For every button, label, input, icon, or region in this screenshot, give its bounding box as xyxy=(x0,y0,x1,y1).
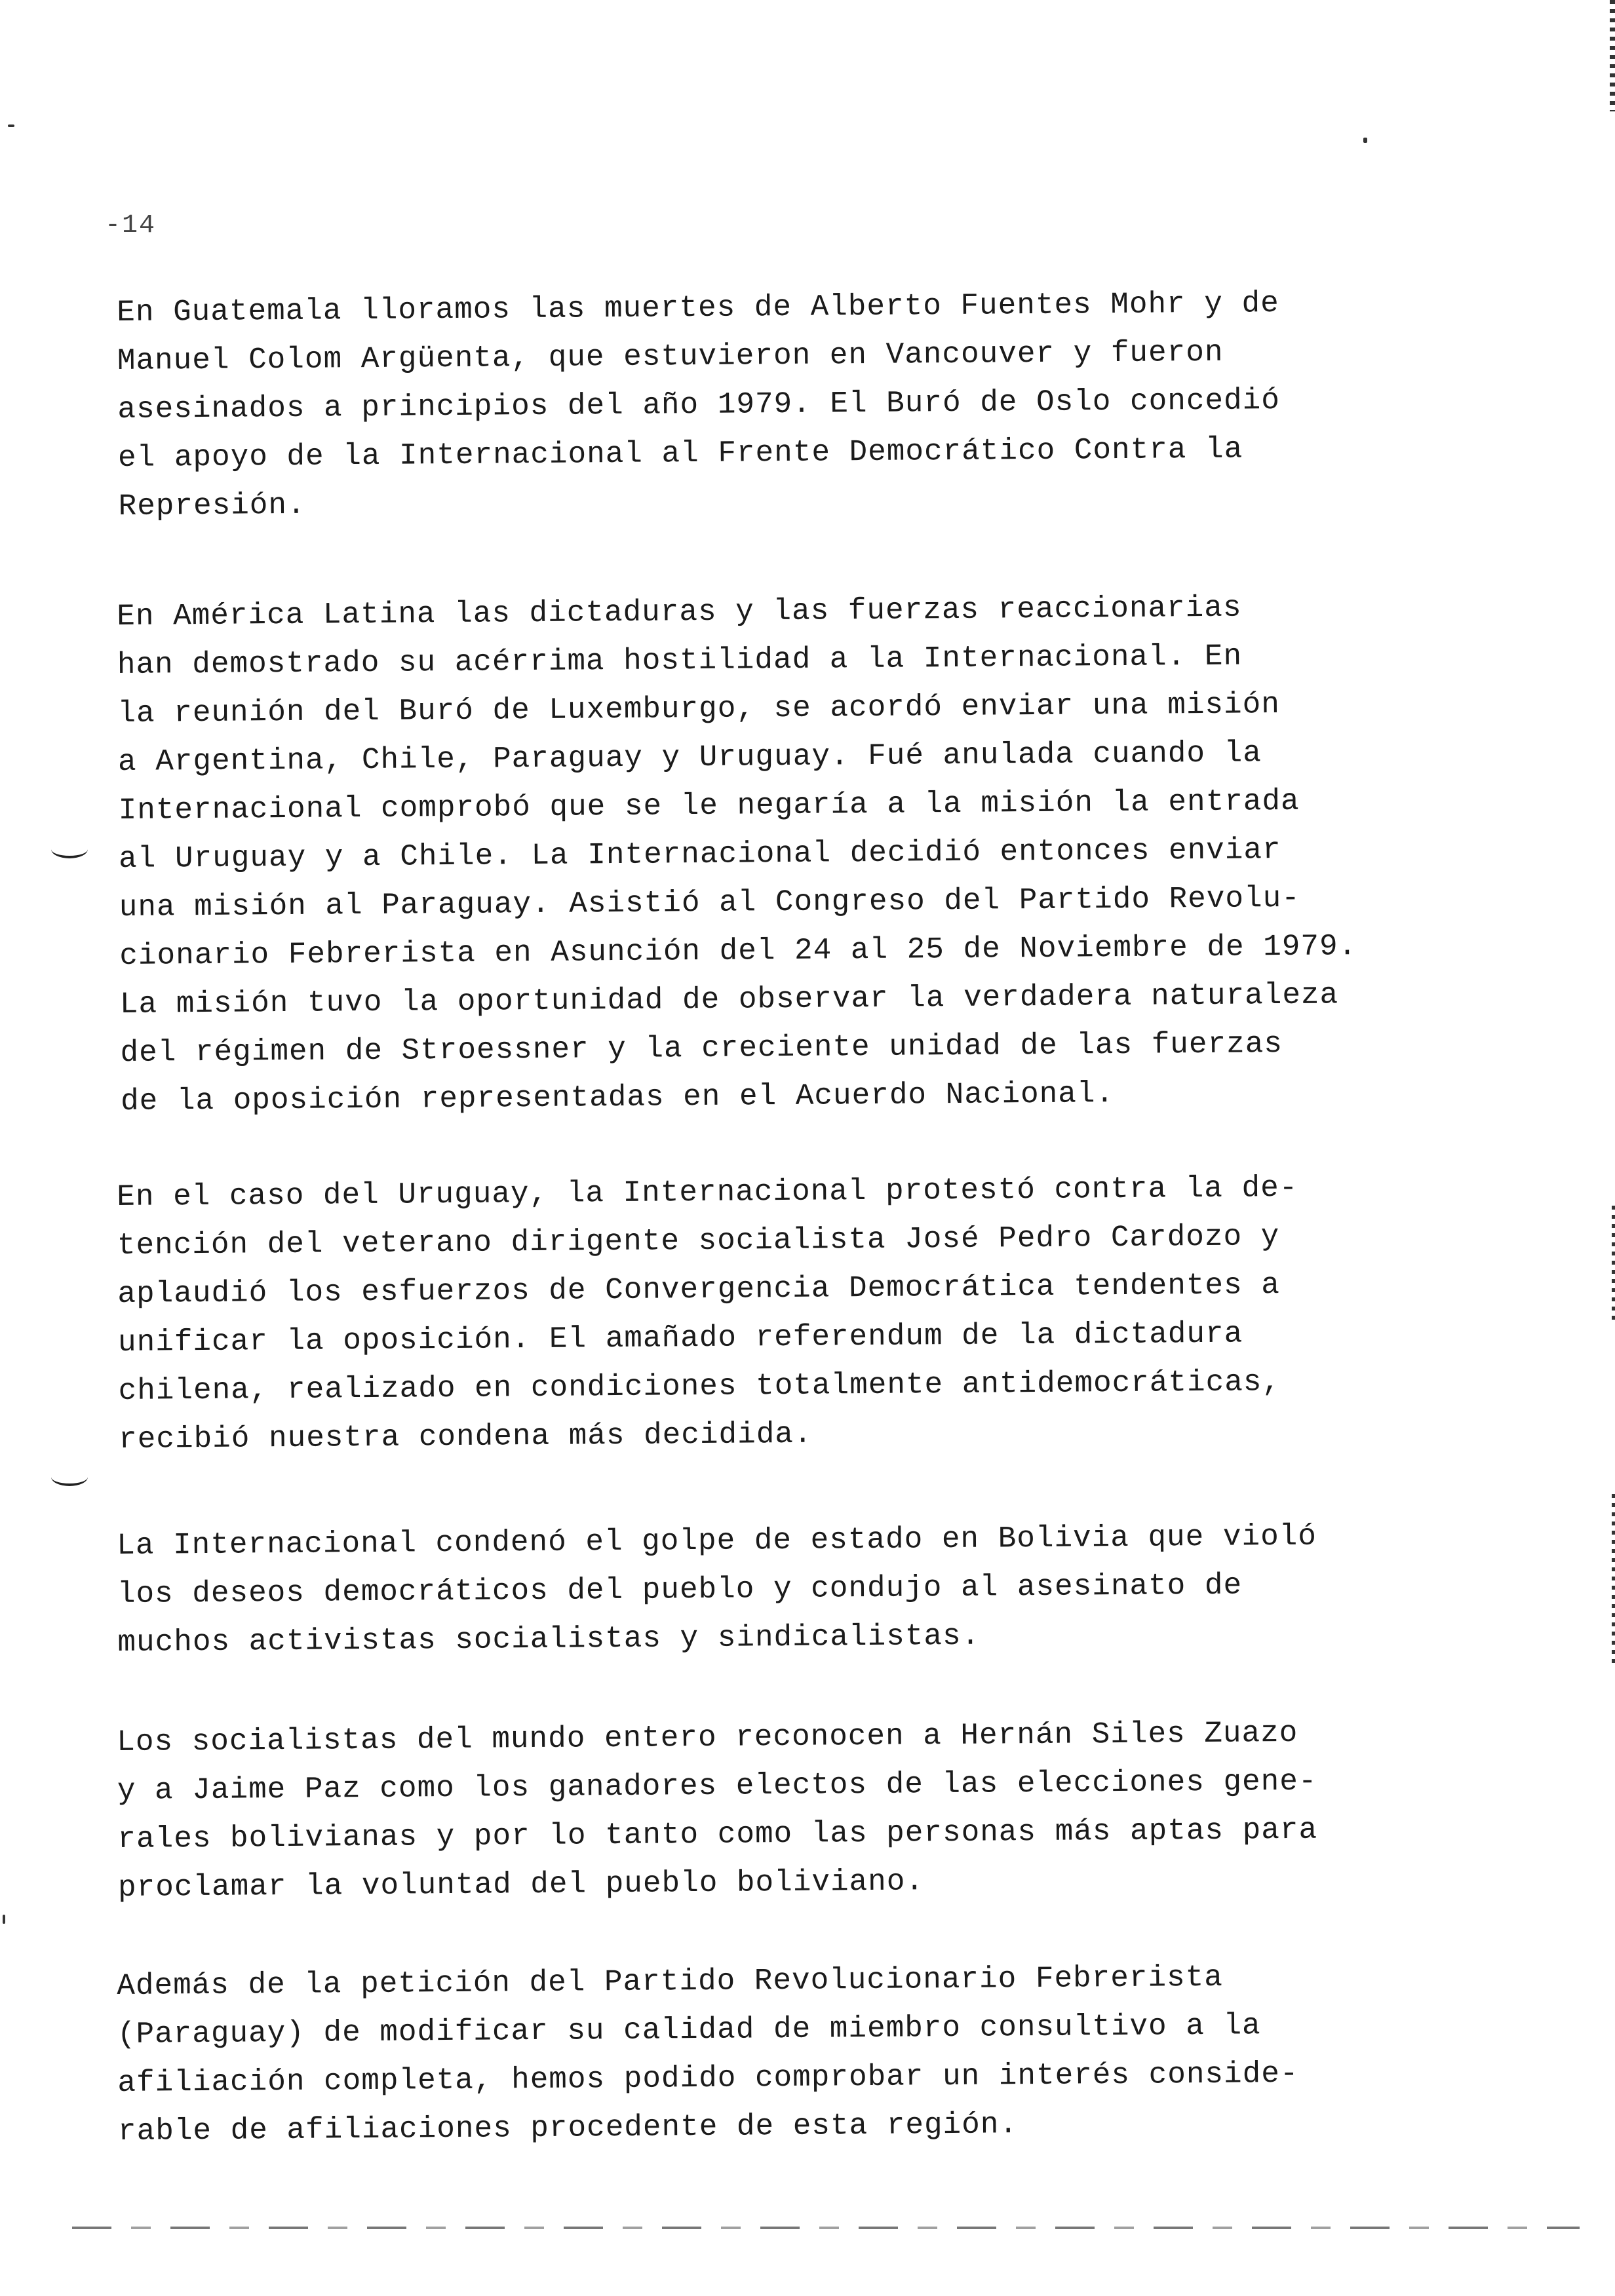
margin-bracket-mark xyxy=(51,1468,88,1486)
text-line: En el caso del Uruguay, la Internacional protestó contra la de- xyxy=(117,1170,1298,1214)
text-line: cionario Febrerista en Asunción del 24 al 25 de Noviembre de 1979. xyxy=(119,929,1357,973)
text-line: el apoyo de la Internacional al Frente Democrático Contra la xyxy=(117,432,1243,475)
text-line: Represión. xyxy=(118,488,306,524)
page-number: -14 xyxy=(105,211,157,240)
text-line: asesinados a principios del año 1979. El Buró de Oslo concedió xyxy=(117,383,1281,427)
text-line: Internacional comprobó que se le negaría a la misión la entrada xyxy=(118,784,1300,828)
paragraph-afiliaciones xyxy=(117,1951,1416,2156)
text-line: de la oposición representadas en el Acuerdo Nacional. xyxy=(120,1077,1115,1119)
margin-bracket-mark xyxy=(51,840,88,858)
text-line: afiliación completa, hemos podido comprobar un interés conside- xyxy=(117,2056,1299,2100)
paragraph-guatemala xyxy=(117,278,1416,531)
paragraph-america-latina xyxy=(117,582,1418,1126)
text-line: La Internacional condenó el golpe de estado en Bolivia que violó xyxy=(117,1519,1317,1563)
text-line: En Guatemala lloramos las muertes de Alberto Fuentes Mohr y de xyxy=(117,286,1279,330)
scan-speck xyxy=(3,1915,5,1924)
text-line: la reunión del Buró de Luxemburgo, se acordó enviar una misión xyxy=(117,687,1281,731)
text-line: al Uruguay y a Chile. La Internacional decidió entonces enviar xyxy=(118,833,1281,876)
text-line: muchos activistas socialistas y sindicalistas. xyxy=(117,1618,981,1660)
text-line: (Paraguay) de modificar su calidad de miembro consultivo a la xyxy=(117,2008,1261,2052)
paragraph-uruguay xyxy=(117,1162,1416,1464)
text-line: aplaudió los esfuerzos de Convergencia Democrática tendentes a xyxy=(117,1268,1281,1311)
text-line: los deseos democráticos del pueblo y condujo al asesinato de xyxy=(117,1568,1243,1611)
scan-edge-mark xyxy=(1612,1206,1615,1324)
text-line: chilena, realizado en condiciones totalmente antidemocráticas, xyxy=(118,1365,1281,1408)
text-line: En América Latina las dictaduras y las fuerzas reaccionarias xyxy=(117,590,1242,634)
text-line: La misión tuvo la oportunidad de observar la verdadera naturaleza xyxy=(119,978,1339,1022)
text-line: recibió nuestra condena más decidida. xyxy=(118,1417,813,1457)
text-line: una misión al Paraguay. Asistió al Congreso del Partido Revolu- xyxy=(119,881,1301,925)
scan-speck xyxy=(1363,138,1367,143)
text-line: rable de afiliaciones procedente de esta región. xyxy=(117,2107,1019,2149)
text-line: y a Jaime Paz como los ganadores electos de las elecciones gene- xyxy=(117,1764,1317,1808)
text-line: proclamar la voluntad del pueblo boliviano. xyxy=(117,1864,925,1905)
text-line: unificar la oposición. El amañado referendum de la dictadura xyxy=(117,1316,1243,1360)
text-line: del régimen de Stroessner y la creciente unidad de las fuerzas xyxy=(120,1027,1283,1070)
paragraph-bolivia-golpe xyxy=(117,1511,1416,1667)
scan-edge-mark xyxy=(1610,0,1615,111)
text-line: Manuel Colom Argüenta, que estuvieron en Vancouver y fueron xyxy=(117,335,1224,378)
paragraph-bolivia-elecciones xyxy=(117,1708,1416,1912)
text-line: han demostrado su acérrima hostilidad a la Internacional. En xyxy=(117,639,1243,682)
text-line: tención del veterano dirigente socialista José Pedro Cardozo y xyxy=(117,1219,1280,1263)
text-line: rales bolivianas y por lo tanto como las personas más aptas para xyxy=(117,1812,1318,1856)
text-line: Además de la petición del Partido Revolucionario Febrerista xyxy=(117,1960,1224,2003)
text-line: a Argentina, Chile, Paraguay y Uruguay. Fué anulada cuando la xyxy=(117,736,1262,779)
scan-speck xyxy=(8,124,14,127)
scan-edge-mark xyxy=(1612,1494,1615,1664)
scan-bottom-edge xyxy=(72,2227,1580,2229)
text-line: Los socialistas del mundo entero reconocen a Hernán Siles Zuazo xyxy=(117,1715,1298,1759)
